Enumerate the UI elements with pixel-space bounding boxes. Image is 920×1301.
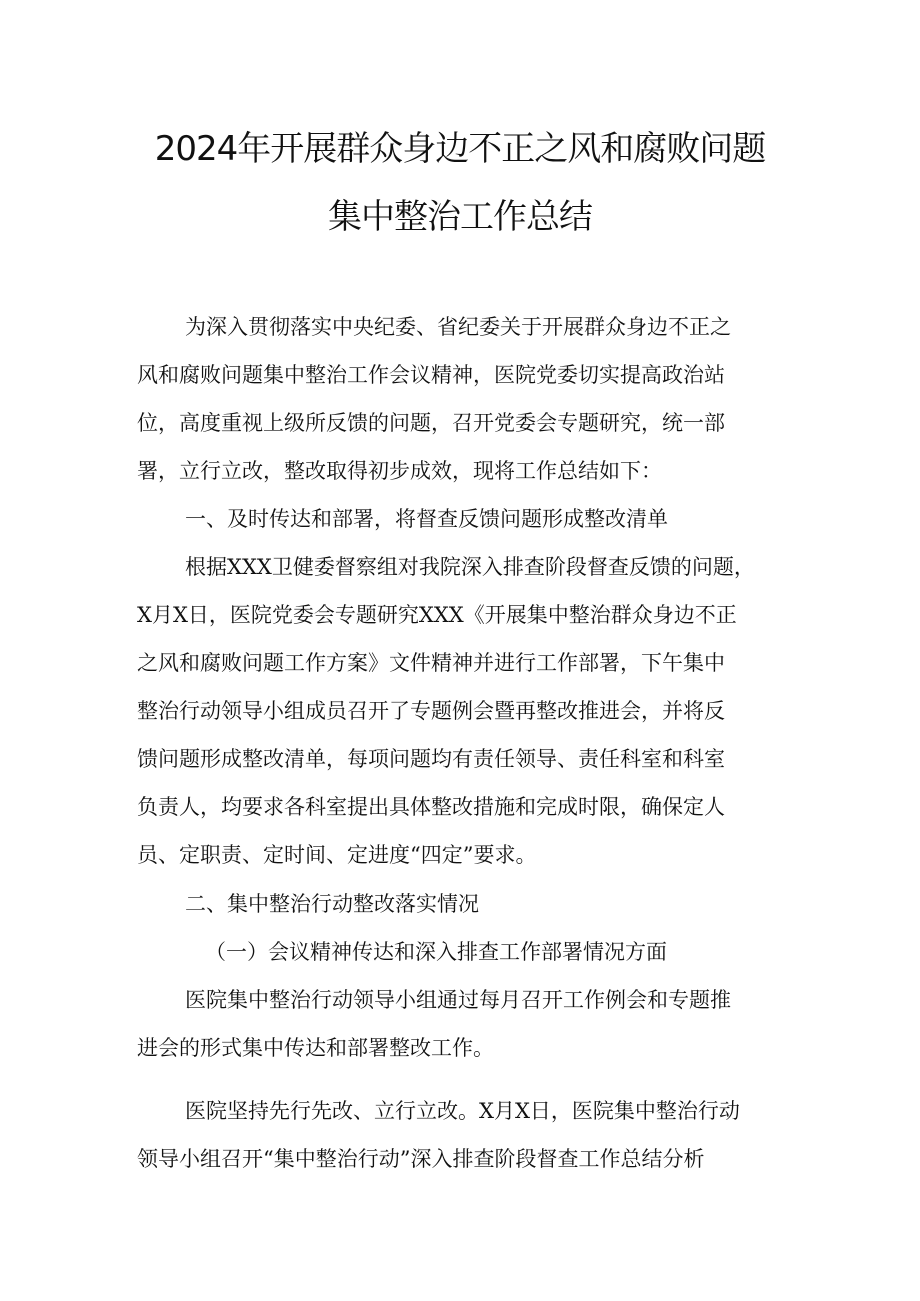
paragraph-4-line-2: 领导小组召开“集中整治行动”深入排查阶段督查工作总结分析 — [137, 1147, 705, 1171]
paragraph-2-line-2: X月X日，医院党委会专题研究XXX《开展集中整治群众身边不正 — [137, 603, 737, 627]
paragraph-3-line-1: 医院集中整治行动领导小组通过每月召开工作例会和专题推 — [185, 988, 731, 1012]
paragraph-2-line-1: 根据XXX卫健委督察组对我院深入排查阶段督查反馈的问题， — [185, 555, 755, 579]
paragraph-3-line-2: 进会的形式集中传达和部署整改工作。 — [137, 1036, 494, 1060]
paragraph-2-line-4: 整治行动领导小组成员召开了专题例会暨再整改推进会，并将反 — [137, 699, 725, 723]
paragraph-1-line-2: 风和腐败问题集中整治工作会议精神，医院党委切实提高政治站 — [137, 363, 725, 387]
paragraph-4-line-1: 医院坚持先行先改、立行立改。X月X日，医院集中整治行动 — [185, 1099, 740, 1123]
document-title-line-1: 2024年开展群众身边不正之风和腐败问题 — [154, 129, 766, 169]
paragraph-2-line-3: 之风和腐败问题工作方案》文件精神并进行工作部署，下午集中 — [137, 651, 725, 675]
paragraph-1-line-4: 署，立行立改，整改取得初步成效，现将工作总结如下： — [137, 459, 662, 483]
subsection-1-heading: （一）会议精神传达和深入排查工作部署情况方面 — [205, 940, 667, 964]
paragraph-2-line-6: 负责人，均要求各科室提出具体整改措施和完成时限，确保定人 — [137, 795, 725, 819]
paragraph-2-line-5: 馈问题形成整改清单，每项问题均有责任领导、责任科室和科室 — [137, 747, 725, 771]
paragraph-1-line-3: 位，高度重视上级所反馈的问题，召开党委会专题研究，统一部 — [137, 411, 725, 435]
section-1-heading: 一、及时传达和部署，将督查反馈问题形成整改清单 — [185, 507, 668, 531]
paragraph-1-line-1: 为深入贯彻落实中央纪委、省纪委关于开展群众身边不正之 — [185, 315, 731, 339]
section-2-heading: 二、集中整治行动整改落实情况 — [185, 892, 479, 916]
paragraph-2-line-7: 员、定职责、定时间、定进度“四定”要求。 — [137, 843, 537, 867]
document-title-line-2: 集中整治工作总结 — [328, 197, 592, 237]
